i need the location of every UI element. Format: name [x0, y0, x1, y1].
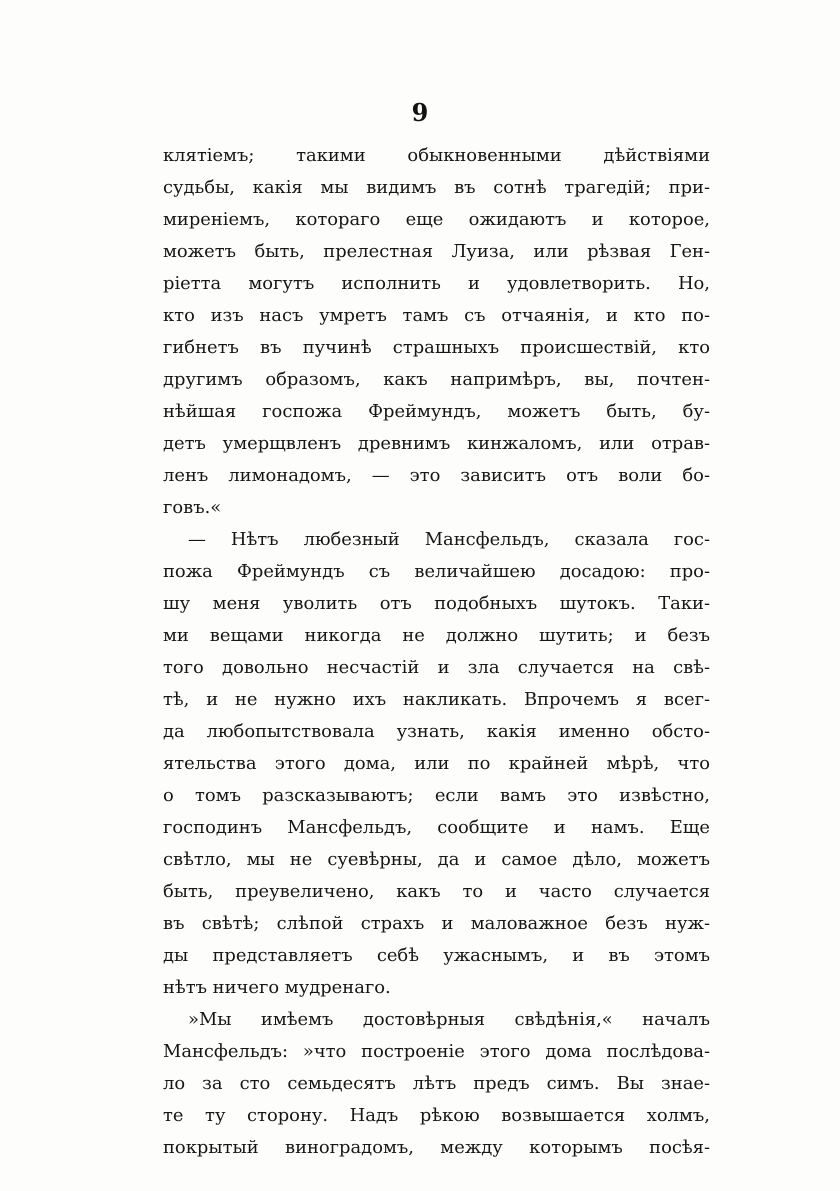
page-number: 9	[411, 98, 429, 127]
text-line: клятіемъ; такими обыкновенными дѣйствіями	[163, 145, 710, 166]
text-line: кто изъ насъ умретъ тамъ съ отчаянія, и кто по-	[163, 305, 710, 326]
text-line: ми вещами никогда не должно шутить; и безъ	[163, 625, 710, 646]
text-line: ды представляетъ себѣ ужаснымъ, и въ этомъ	[163, 945, 710, 966]
text-line: судьбы, какія мы видимъ въ сотнѣ трагедій; при-	[163, 177, 710, 198]
text-line: ло за сто семьдесятъ лѣтъ предъ симъ. Вы знае-	[163, 1073, 710, 1094]
text-line: — Нѣтъ любезный Мансфельдъ, сказала гос-	[188, 529, 710, 550]
text-line: нѣтъ ничего мудренаго.	[163, 977, 391, 998]
text-line: тѣ, и не нужно ихъ накликать. Впрочемъ я всег-	[163, 689, 710, 710]
text-line: господинъ Мансфельдъ, сообщите и намъ. Еще	[163, 817, 710, 838]
text-line: другимъ образомъ, какъ напримѣръ, вы, почтен-	[163, 369, 710, 390]
text-line: пожа Фреймундъ съ величайшею досадою: про-	[163, 561, 710, 582]
text-line: ленъ лимонадомъ, — это зависитъ отъ воли бо-	[163, 465, 710, 486]
text-line: можетъ быть, прелестная Луиза, или рѣзвая Ген-	[163, 241, 710, 262]
text-line: те ту сторону. Надъ рѣкою возвышается холмъ,	[163, 1105, 710, 1126]
text-line: нѣйшая госпожа Фреймундъ, можетъ быть, бу-	[163, 401, 710, 422]
text-line: быть, преувеличено, какъ то и часто случается	[163, 881, 710, 902]
text-line: покрытый виноградомъ, между которымъ посѣя-	[163, 1137, 710, 1158]
text-line: »Мы имѣемъ достовѣрныя свѣдѣнія,« началъ	[188, 1009, 710, 1030]
text-line: свѣтло, мы не суевѣрны, да и самое дѣло, можетъ	[163, 849, 710, 870]
text-line: въ свѣтѣ; слѣпой страхъ и маловажное безъ нуж-	[163, 913, 710, 934]
text-line: Мансфельдъ: »что построеніе этого дома послѣдова-	[163, 1041, 710, 1062]
text-line: ятельства этого дома, или по крайней мѣрѣ, что	[163, 753, 710, 774]
text-line: о томъ разсказываютъ; если вамъ это извѣстно,	[163, 785, 710, 806]
text-line: миреніемъ, котораго еще ожидаютъ и которое,	[163, 209, 710, 230]
text-line: детъ умерщвленъ древнимъ кинжаломъ, или отрав-	[163, 433, 710, 454]
text-line: гибнетъ въ пучинѣ страшныхъ происшествій, кто	[163, 337, 710, 358]
text-line: ріетта могутъ исполнить и удовлетворить. Но,	[163, 273, 710, 294]
text-line: да любопытствовала узнать, какія именно обсто-	[163, 721, 710, 742]
text-line: говъ.«	[163, 497, 222, 518]
text-line: того довольно несчастій и зла случается на свѣ-	[163, 657, 710, 678]
text-line: шу меня уволить отъ подобныхъ шутокъ. Таки-	[163, 593, 710, 614]
